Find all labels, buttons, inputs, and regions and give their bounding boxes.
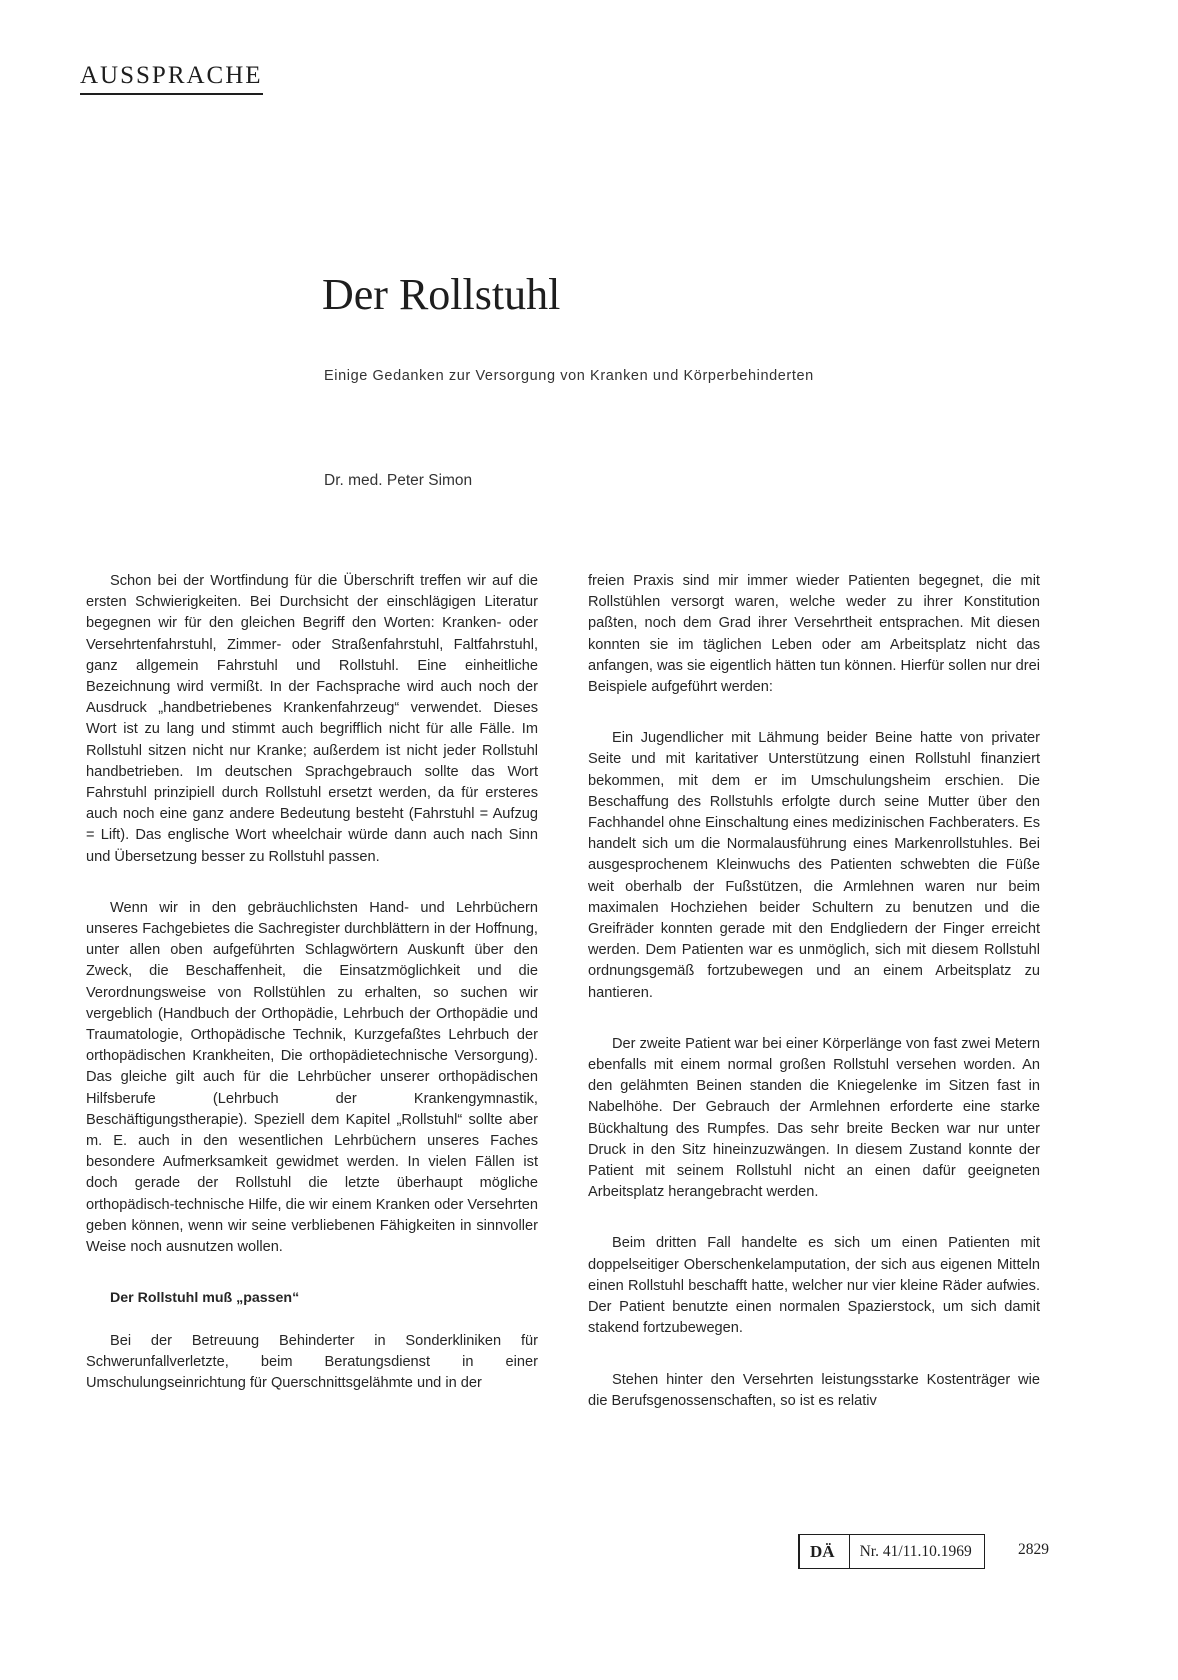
paragraph: Schon bei der Wortfindung für die Überschrift treffen wir auf die ersten Schwierigkeiten. Bei Durchsicht der einschlägigen Literatur begegnen wir für den gleichen Begriff den Worten: Kranken- oder Versehrtenfahrstuhl, Zimmer- oder Straßenfahrstuhl, Faltfahrstuhl, ganz allgemein Fahrstuhl und Rollstuhl. Eine einheitliche Bezeichnung wird vermißt. In der Fachsprache wird auch noch der Ausdruck „handbetriebenes Krankenfahrzeug“ verwendet. Dieses Wort ist zu lang und stimmt auch begrifflich nicht für alle Fälle. Im Rollstuhl sitzen nicht nur Kranke; außerdem ist nicht jeder Rollstuhl handbetrieben. Im deutschen Sprachgebrauch sollte das Wort Fahrstuhl prinzipiell durch Rollstuhl ersetzt werden, da für ersteres auch noch eine ganz andere Bedeutung besteht (Fahrstuhl = Aufzug = Lift). Das englische Wort wheelchair würde dann auch nach Sinn und Übersetzung besser zu Rollstuhl passen. [86,573,538,865]
paragraph: Bei der Betreuung Behinderter in Sonderkliniken für Schwerunfallverletzte, beim Beratungsdienst in einer Umschulungseinrichtung für Querschnittsgelähmte und in der [86,1332,538,1391]
article-title: Der Rollstuhl [322,270,561,319]
paragraph: freien Praxis sind mir immer wieder Patienten begegnet, die mit Rollstühlen versorgt waren, welche weder zu ihrer Konstitution paßten, noch dem Grad ihrer Versehrtheit entsprachen. Mit diesen konnten sie im täglichen Leben oder am Arbeitsplatz nicht das anfangen, was sie eigentlich hätten tun können. Hierfür sollen nur drei Beispiele aufgeführt werden: [588,573,1040,696]
paragraph: Beim dritten Fall handelte es sich um einen Patienten mit doppelseitiger Oberschenkelamputation, der sich aus eigenen Mitteln einen Rollstuhl beschafft hatte, welcher nur vier kleine Räder aufwies. Der Patient benutzte einen normalen Spazierstock, um sich damit stakend fortzubewegen. [588,1235,1040,1337]
page-number: 2829 [1018,1541,1049,1558]
paragraph: Ein Jugendlicher mit Lähmung beider Beine hatte von privater Seite und mit karitativer Unterstützung einen Rollstuhl finanziert bekommen, mit dem er im Umschulungsheim erschien. Die Beschaffung des Rollstuhls erfolgte durch seine Mutter über den Fachhandel ohne Einschaltung eines medizinischen Fachberaters. Es handelt sich um die Normalausführung eines Markenrollstuhles. Bei ausgesprochenem Kleinwuchs des Patienten schwebten die Füße weit oberhalb der Fußstützen, die Armlehnen waren nur beim maximalen Hochziehen beider Schultern zu benutzen und die Greifräder konnten gerade mit den Endgliedern der Finger erreicht werden. Dem Patienten war es unmöglich, sich mit diesem Rollstuhl ordnungsgemäß fortzubewegen und an einem Arbeitsplatz zu hantieren. [588,730,1040,1001]
paragraph: Wenn wir in den gebräuchlichsten Hand- und Lehrbüchern unseres Fachgebietes die Sachregister durchblättern in der Hoffnung, unter allen oben aufgeführten Schlagwörtern Auskunft über den Zweck, die Beschaffenheit, die Einsatzmöglichkeit und die Verordnungsweise von Rollstühlen zu erhalten, so suchen wir vergeblich (Handbuch der Orthopädie, Lehrbuch der Orthopädie und Traumatologie, Orthopädische Technik, Kurzgefaßtes Lehrbuch der orthopädischen Krankheiten, Die orthopädietechnische Versorgung). Das gleiche gilt auch für die Lehrbücher unserer orthopädischen Hilfsberufe (Lehrbuch der Krankengymnastik, Beschäftigungstherapie). Speziell dem Kapitel „Rollstuhl“ sollte aber m. E. auch in den wesentlichen Lehrbüchern unseres Faches besondere Aufmerksamkeit gewidmet werden. In vielen Fällen ist doch gerade der Rollstuhl die letzte überhaupt mögliche orthopädisch-technische Hilfe, die wir einem Kranken oder Versehrten geben können, wenn wir seine verbliebenen Fähigkeiten in sinnvoller Weise noch ausnutzen wollen. [86,899,538,1256]
issue-number: Nr. 41/11.10.1969 [859,1542,972,1560]
section-heading: Der Rollstuhl muß „passen“ [110,1290,300,1307]
journal-issue-box [798,1534,985,1569]
paragraph: Stehen hinter den Versehrten leistungsstarke Kostenträger wie die Berufsgenossenschaften, so ist es relativ [588,1371,1040,1409]
article-author: Dr. med. Peter Simon [324,472,473,489]
journal-logo: DÄ [800,1535,850,1568]
paragraph: Der zweite Patient war bei einer Körperlänge von fast zwei Metern ebenfalls mit einem normal großen Rollstuhl versehen worden. An den gelähmten Beinen standen die Kniegelenke im Sitzen fast in Nabelhöhe. Der Gebrauch der Armlehnen erforderte eine starke Bückhaltung des Rumpfes. Das sehr breite Becken war nur unter Druck in den Sitz hineinzuzwängen. In diesem Zustand konnte der Patient mit seinem Rollstuhl nicht an einen dafür geeigneten Arbeitsplatz herangebracht werden. [588,1035,1040,1201]
right-column [588,571,1040,1442]
left-column [86,571,538,1424]
section-label: AUSSPRACHE [80,62,263,95]
article-subtitle: Einige Gedanken zur Versorgung von Kranken und Körperbehinderten [324,368,814,384]
